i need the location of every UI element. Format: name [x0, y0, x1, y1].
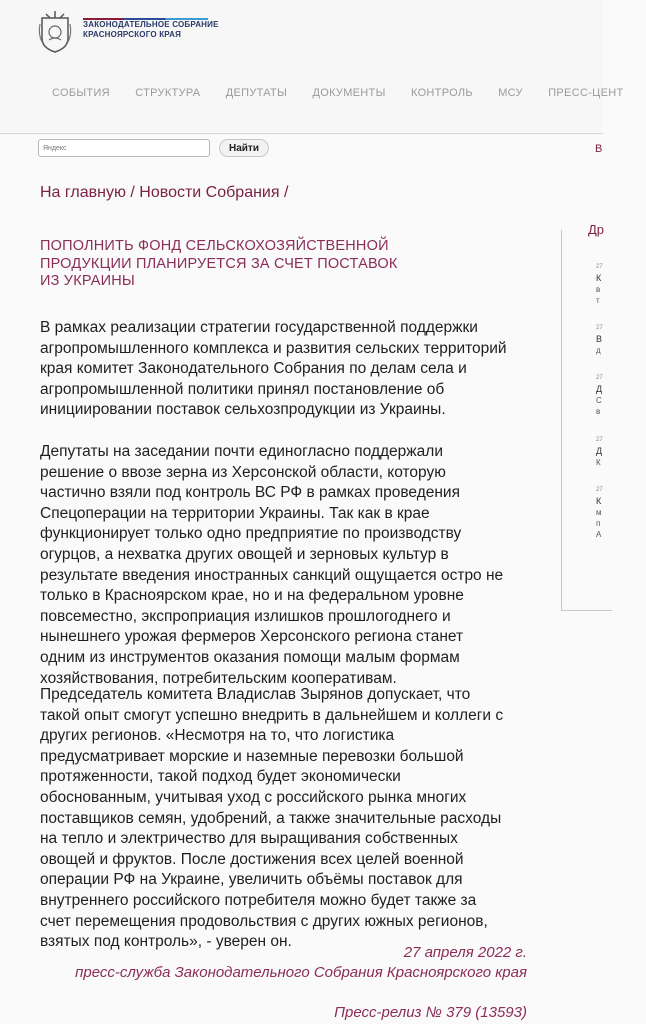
header-divider	[0, 133, 603, 134]
article-paragraph-3: Председатель комитета Владислав Зырянов допускает, что такой опыт смогут успешно внедрить в дальнейшем и коллеги с других регионов. «Несмотря на то, что логистика предусматривает морские и наземные перевозки большой протяженности, такой подход будет экономически обоснованным, учитывая уход с российского рынка многих поставщиков семян, удобрений, а также значительные расходы на тепло и электричество для выращивания собственных овощей и фруктов. После достижения всех целей военной операции РФ на Украине, увеличить объёмы поставок для внутреннего российского потребителя можно будет также за счет перемещения продовольствия с других южных регионов, взятых под контроль», - уверен он.	[40, 686, 504, 951]
sidebar-news-date: 27	[596, 375, 603, 381]
nav-item-control[interactable]: КОНТРОЛЬ	[410, 87, 473, 99]
search-button[interactable]: Найти	[219, 139, 269, 157]
sidebar-news-line: К	[596, 273, 602, 283]
sidebar-news-line: А	[596, 530, 602, 539]
sidebar-news-line: С	[596, 396, 602, 405]
nav-item-deputies[interactable]: ДЕПУТАТЫ	[225, 87, 288, 99]
sidebar-news-item[interactable]	[596, 262, 603, 306]
nav-item-press[interactable]: ПРЕСС-ЦЕНТ	[548, 87, 624, 99]
right-edge-link[interactable]: В	[595, 143, 603, 155]
site-header	[0, 0, 624, 135]
sidebar-news-date: 27	[596, 487, 603, 493]
press-release-number: Пресс-релиз № 379 (13593)	[334, 1004, 527, 1021]
sidebar-news-item[interactable]	[596, 373, 603, 417]
sidebar-news-box	[561, 230, 612, 611]
sidebar-news-item[interactable]	[596, 435, 603, 468]
sidebar-news-date: 27	[596, 325, 603, 331]
article-date: 27 апреля 2022 г.	[403, 944, 527, 961]
main-nav	[52, 87, 646, 99]
article-paragraph-1: В рамках реализации стратегии государственной поддержки агропромышленного комплекса и развития сельских территорий края комитет Законодательного Собрания по делам села и агропромышленной политики принял постановление об инициировании поставок сельхозпродукции из Украины.	[40, 319, 507, 419]
sidebar-news-line: в	[596, 285, 601, 294]
nav-item-events[interactable]: СОБЫТИЯ	[52, 87, 110, 99]
sidebar-heading: Др	[585, 222, 607, 237]
coat-of-arms-icon[interactable]	[38, 10, 72, 54]
sidebar-news-line: Д	[596, 384, 603, 394]
sidebar-news-line: д	[596, 346, 601, 355]
nav-item-msu[interactable]: МСУ	[498, 87, 523, 99]
sidebar-news-item[interactable]	[596, 323, 603, 356]
sidebar-news-line: В	[596, 334, 603, 344]
sidebar-news-line: м	[596, 508, 602, 517]
logo-line-2: КРАСНОЯРСКОГО КРАЯ	[83, 30, 182, 39]
sidebar-news-date: 27	[596, 264, 603, 270]
article-title: ПОПОЛНИТЬ ФОНД СЕЛЬСКОХОЗЯЙСТВЕННОЙ ПРОДУКЦИИ ПЛАНИРУЕТСЯ ЗА СЧЕТ ПОСТАВОК ИЗ УКРАИНЫ	[40, 238, 398, 289]
sidebar-news-line: К	[596, 496, 602, 506]
sidebar-news-date: 27	[596, 437, 603, 443]
article-paragraph-2: Депутаты на заседании почти единогласно поддержали решение о ввозе зерна из Херсонской области, которую частично взяли под контроль ВС РФ в рамках проведения Спецоперации на территории Украины. Так как в крае функционирует только одно предприятие по производству огурцов, а нехватка других овощей и зерновых культур в результате введения иностранных санкций ощущается остро не только в Красноярском крае, но и на федеральном уровне повсеместно, экспроприация излишков прошлогоднего и нынешнего урожая фермеров Херсонского региона станет одним из инструментов оказания помощи малым формам хозяйствования, потребительским кооперативам.	[40, 443, 504, 687]
site-logo-text[interactable]	[83, 20, 219, 40]
sidebar-news-line: Д	[596, 446, 603, 456]
nav-item-documents[interactable]: ДОКУМЕНТЫ	[312, 87, 386, 99]
sidebar-news-line: т	[596, 296, 600, 305]
article-source: пресс-служба Законодательного Собрания Красноярского края	[75, 964, 527, 981]
search-input[interactable]	[38, 139, 210, 157]
sidebar-news-line: п	[596, 519, 601, 528]
logo-line-1: ЗАКОНОДАТЕЛЬНОЕ СОБРАНИЕ	[83, 20, 219, 29]
nav-item-structure[interactable]: СТРУКТУРА	[135, 87, 201, 99]
breadcrumb[interactable]: На главную / Новости Собрания /	[40, 184, 289, 201]
sidebar-news-line: в	[596, 407, 601, 416]
sidebar-news-item[interactable]	[596, 485, 603, 540]
sidebar-news-line: К	[596, 458, 601, 467]
